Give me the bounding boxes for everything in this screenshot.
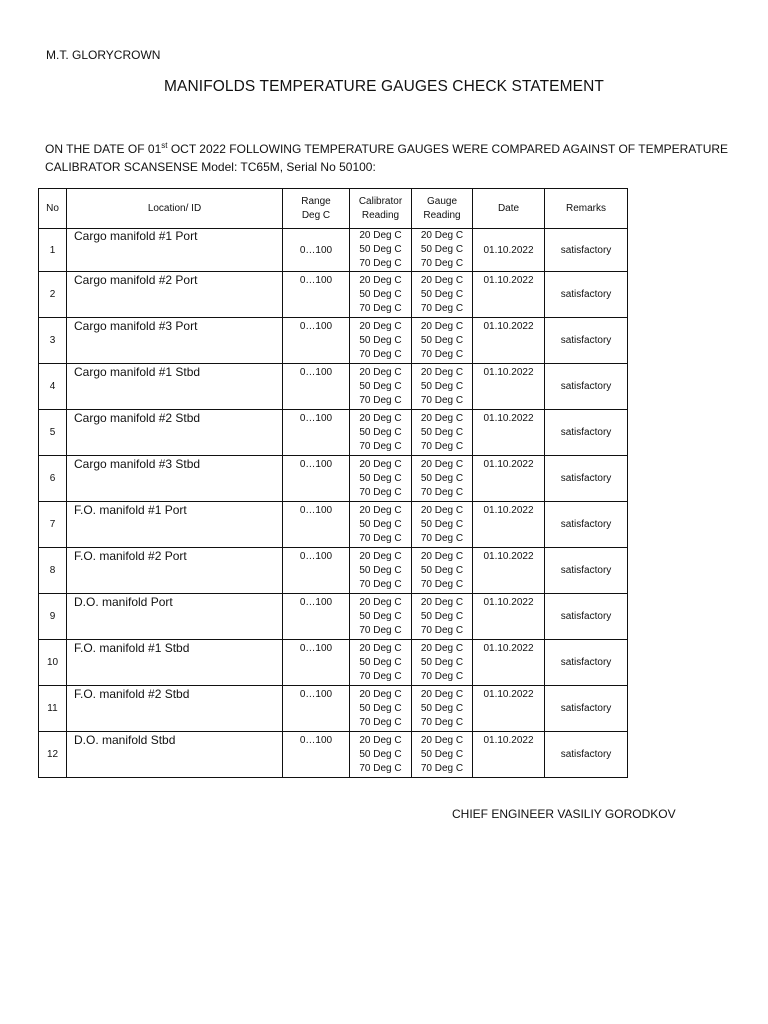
gauges-table bbox=[38, 188, 628, 778]
row-calibrator-reading-value: 50 Deg C bbox=[359, 564, 402, 576]
row-gauge-reading bbox=[412, 502, 473, 548]
row-location: Cargo manifold #3 Port bbox=[67, 318, 283, 364]
row-gauge-reading bbox=[412, 594, 473, 640]
row-gauge-reading-value: 70 Deg C bbox=[420, 716, 464, 728]
row-remarks: satisfactory bbox=[545, 364, 628, 410]
row-date: 01.10.2022 bbox=[473, 364, 545, 410]
row-gauge-reading bbox=[412, 364, 473, 410]
row-calibrator-reading-value: 50 Deg C bbox=[359, 334, 402, 346]
row-remarks: satisfactory bbox=[545, 272, 628, 318]
header-no: No bbox=[39, 189, 67, 229]
row-date: 01.10.2022 bbox=[473, 732, 545, 778]
table-row bbox=[39, 410, 628, 456]
row-gauge-reading-value: 70 Deg C bbox=[420, 394, 464, 406]
row-gauge-reading-value: 50 Deg C bbox=[420, 610, 464, 622]
row-location: Cargo manifold #2 Port bbox=[67, 272, 283, 318]
row-calibrator-reading-value: 70 Deg C bbox=[359, 486, 402, 498]
row-calibrator-reading-value: 50 Deg C bbox=[359, 244, 402, 255]
row-calibrator-reading-value: 70 Deg C bbox=[359, 258, 402, 269]
row-calibrator-reading-value: 70 Deg C bbox=[359, 532, 402, 544]
table-row bbox=[39, 594, 628, 640]
row-calibrator-reading-value: 20 Deg C bbox=[359, 320, 402, 332]
intro-paragraph bbox=[45, 140, 729, 176]
vessel-name: M.T. GLORYCROWN bbox=[46, 48, 161, 62]
row-range: 0…100 bbox=[283, 502, 350, 548]
row-calibrator-reading-value: 20 Deg C bbox=[359, 688, 402, 700]
row-calibrator-reading bbox=[350, 732, 412, 778]
row-gauge-reading bbox=[412, 229, 473, 272]
row-calibrator-reading-value: 50 Deg C bbox=[359, 748, 402, 760]
row-calibrator-reading bbox=[350, 272, 412, 318]
intro-text-part2: OCT 2022 FOLLOWING TEMPERATURE GAUGES WERE COMPARED AGAINST OF TEMPERATURE bbox=[167, 142, 729, 156]
row-date: 01.10.2022 bbox=[473, 229, 545, 272]
table-row bbox=[39, 640, 628, 686]
row-remarks: satisfactory bbox=[545, 594, 628, 640]
row-calibrator-reading-value: 50 Deg C bbox=[359, 380, 402, 392]
row-calibrator-reading-value: 70 Deg C bbox=[359, 394, 402, 406]
row-date: 01.10.2022 bbox=[473, 548, 545, 594]
row-date: 01.10.2022 bbox=[473, 640, 545, 686]
row-gauge-reading bbox=[412, 640, 473, 686]
row-range: 0…100 bbox=[283, 456, 350, 502]
row-calibrator-reading-value: 70 Deg C bbox=[359, 578, 402, 590]
row-calibrator-reading-value: 50 Deg C bbox=[359, 472, 402, 484]
row-range: 0…100 bbox=[283, 594, 350, 640]
row-gauge-reading-value: 70 Deg C bbox=[420, 348, 464, 360]
row-number: 6 bbox=[39, 456, 67, 502]
header-date: Date bbox=[473, 189, 545, 229]
row-range: 0…100 bbox=[283, 272, 350, 318]
row-gauge-reading-value: 70 Deg C bbox=[420, 532, 464, 544]
row-gauge-reading-value: 70 Deg C bbox=[420, 624, 464, 636]
table-header-row bbox=[39, 189, 628, 229]
row-number: 8 bbox=[39, 548, 67, 594]
row-number: 4 bbox=[39, 364, 67, 410]
row-calibrator-reading-value: 20 Deg C bbox=[359, 550, 402, 562]
header-calibrator-line: Calibrator bbox=[358, 195, 403, 207]
row-gauge-reading-value: 50 Deg C bbox=[420, 426, 464, 438]
row-gauge-reading-value: 50 Deg C bbox=[420, 472, 464, 484]
row-calibrator-reading-value: 20 Deg C bbox=[359, 274, 402, 286]
table-row bbox=[39, 502, 628, 548]
row-range: 0…100 bbox=[283, 364, 350, 410]
row-calibrator-reading bbox=[350, 640, 412, 686]
row-date: 01.10.2022 bbox=[473, 594, 545, 640]
row-number: 2 bbox=[39, 272, 67, 318]
table-row bbox=[39, 364, 628, 410]
intro-superscript: st bbox=[161, 141, 168, 150]
header-range bbox=[283, 189, 350, 229]
row-number: 10 bbox=[39, 640, 67, 686]
row-number: 12 bbox=[39, 732, 67, 778]
row-location: Cargo manifold #3 Stbd bbox=[67, 456, 283, 502]
row-date: 01.10.2022 bbox=[473, 502, 545, 548]
row-gauge-reading-value: 50 Deg C bbox=[420, 564, 464, 576]
signature-line: CHIEF ENGINEER VASILIY GORODKOV bbox=[452, 807, 676, 821]
row-gauge-reading-value: 70 Deg C bbox=[420, 258, 464, 269]
row-calibrator-reading bbox=[350, 456, 412, 502]
row-calibrator-reading bbox=[350, 686, 412, 732]
row-gauge-reading-value: 20 Deg C bbox=[420, 688, 464, 700]
header-gauge bbox=[412, 189, 473, 229]
row-gauge-reading bbox=[412, 732, 473, 778]
row-gauge-reading-value: 70 Deg C bbox=[420, 302, 464, 314]
row-calibrator-reading-value: 70 Deg C bbox=[359, 762, 402, 774]
row-range: 0…100 bbox=[283, 318, 350, 364]
row-location: D.O. manifold Port bbox=[67, 594, 283, 640]
header-remarks: Remarks bbox=[545, 189, 628, 229]
row-calibrator-reading bbox=[350, 548, 412, 594]
row-remarks: satisfactory bbox=[545, 548, 628, 594]
intro-text-part1: ON THE DATE OF 01 bbox=[45, 142, 162, 156]
row-location: F.O. manifold #2 Stbd bbox=[67, 686, 283, 732]
row-calibrator-reading bbox=[350, 229, 412, 272]
row-gauge-reading-value: 20 Deg C bbox=[420, 320, 464, 332]
row-calibrator-reading-value: 70 Deg C bbox=[359, 716, 402, 728]
header-location: Location/ ID bbox=[67, 189, 283, 229]
row-calibrator-reading-value: 20 Deg C bbox=[359, 596, 402, 608]
row-location: F.O. manifold #2 Port bbox=[67, 548, 283, 594]
row-gauge-reading-value: 20 Deg C bbox=[420, 642, 464, 654]
row-gauge-reading-value: 50 Deg C bbox=[420, 518, 464, 530]
row-location: Cargo manifold #1 Stbd bbox=[67, 364, 283, 410]
row-range: 0…100 bbox=[283, 229, 350, 272]
row-calibrator-reading-value: 70 Deg C bbox=[359, 302, 402, 314]
row-location: F.O. manifold #1 Port bbox=[67, 502, 283, 548]
row-remarks: satisfactory bbox=[545, 732, 628, 778]
row-calibrator-reading-value: 50 Deg C bbox=[359, 426, 402, 438]
table-row bbox=[39, 548, 628, 594]
header-range-line: Range bbox=[301, 195, 331, 207]
row-date: 01.10.2022 bbox=[473, 456, 545, 502]
row-calibrator-reading-value: 70 Deg C bbox=[359, 624, 402, 636]
row-gauge-reading-value: 50 Deg C bbox=[420, 288, 464, 300]
row-number: 1 bbox=[39, 229, 67, 272]
row-remarks: satisfactory bbox=[545, 410, 628, 456]
row-gauge-reading-value: 70 Deg C bbox=[420, 486, 464, 498]
header-gauge-line: Reading bbox=[423, 209, 461, 221]
row-gauge-reading-value: 50 Deg C bbox=[420, 380, 464, 392]
row-gauge-reading-value: 70 Deg C bbox=[420, 670, 464, 682]
row-calibrator-reading-value: 20 Deg C bbox=[359, 458, 402, 470]
row-calibrator-reading-value: 20 Deg C bbox=[359, 366, 402, 378]
table-row bbox=[39, 229, 628, 272]
row-calibrator-reading-value: 50 Deg C bbox=[359, 288, 402, 300]
row-calibrator-reading-value: 20 Deg C bbox=[359, 412, 402, 424]
table-row bbox=[39, 732, 628, 778]
row-gauge-reading-value: 20 Deg C bbox=[420, 230, 464, 241]
row-gauge-reading-value: 70 Deg C bbox=[420, 762, 464, 774]
row-date: 01.10.2022 bbox=[473, 318, 545, 364]
row-calibrator-reading-value: 50 Deg C bbox=[359, 702, 402, 714]
row-calibrator-reading bbox=[350, 594, 412, 640]
row-number: 7 bbox=[39, 502, 67, 548]
row-range: 0…100 bbox=[283, 732, 350, 778]
row-date: 01.10.2022 bbox=[473, 272, 545, 318]
intro-line-2: CALIBRATOR SCANSENSE Model: TC65M, Serial No 50100: bbox=[45, 160, 376, 174]
row-number: 5 bbox=[39, 410, 67, 456]
row-gauge-reading-value: 20 Deg C bbox=[420, 366, 464, 378]
row-remarks: satisfactory bbox=[545, 686, 628, 732]
row-gauge-reading bbox=[412, 548, 473, 594]
row-range: 0…100 bbox=[283, 686, 350, 732]
row-gauge-reading bbox=[412, 686, 473, 732]
row-calibrator-reading-value: 20 Deg C bbox=[359, 642, 402, 654]
header-gauge-line: Gauge bbox=[426, 195, 458, 207]
row-number: 11 bbox=[39, 686, 67, 732]
row-remarks: satisfactory bbox=[545, 502, 628, 548]
row-gauge-reading-value: 20 Deg C bbox=[420, 596, 464, 608]
row-calibrator-reading-value: 70 Deg C bbox=[359, 348, 402, 360]
row-gauge-reading bbox=[412, 318, 473, 364]
table-row bbox=[39, 456, 628, 502]
row-gauge-reading-value: 50 Deg C bbox=[420, 656, 464, 668]
row-gauge-reading bbox=[412, 410, 473, 456]
row-calibrator-reading bbox=[350, 318, 412, 364]
row-location: Cargo manifold #1 Port bbox=[67, 229, 283, 272]
row-range: 0…100 bbox=[283, 548, 350, 594]
row-remarks: satisfactory bbox=[545, 640, 628, 686]
row-number: 9 bbox=[39, 594, 67, 640]
table-row bbox=[39, 686, 628, 732]
row-gauge-reading-value: 50 Deg C bbox=[420, 748, 464, 760]
row-gauge-reading-value: 20 Deg C bbox=[420, 504, 464, 516]
row-gauge-reading-value: 20 Deg C bbox=[420, 412, 464, 424]
row-date: 01.10.2022 bbox=[473, 410, 545, 456]
row-gauge-reading-value: 20 Deg C bbox=[420, 274, 464, 286]
row-range: 0…100 bbox=[283, 640, 350, 686]
row-calibrator-reading bbox=[350, 410, 412, 456]
row-calibrator-reading bbox=[350, 364, 412, 410]
row-location: D.O. manifold Stbd bbox=[67, 732, 283, 778]
row-calibrator-reading-value: 50 Deg C bbox=[359, 656, 402, 668]
row-remarks: satisfactory bbox=[545, 229, 628, 272]
row-calibrator-reading-value: 20 Deg C bbox=[359, 734, 402, 746]
row-gauge-reading bbox=[412, 272, 473, 318]
row-calibrator-reading-value: 50 Deg C bbox=[359, 518, 402, 530]
row-gauge-reading-value: 50 Deg C bbox=[420, 702, 464, 714]
document-title: MANIFOLDS TEMPERATURE GAUGES CHECK STATEMENT bbox=[164, 78, 604, 95]
table-row bbox=[39, 318, 628, 364]
row-remarks: satisfactory bbox=[545, 456, 628, 502]
row-calibrator-reading bbox=[350, 502, 412, 548]
row-gauge-reading-value: 70 Deg C bbox=[420, 578, 464, 590]
header-range-line: Deg C bbox=[301, 209, 331, 221]
row-gauge-reading-value: 70 Deg C bbox=[420, 440, 464, 452]
row-gauge-reading-value: 50 Deg C bbox=[420, 334, 464, 346]
row-number: 3 bbox=[39, 318, 67, 364]
row-gauge-reading-value: 20 Deg C bbox=[420, 550, 464, 562]
table-row bbox=[39, 272, 628, 318]
row-gauge-reading-value: 20 Deg C bbox=[420, 734, 464, 746]
row-gauge-reading-value: 20 Deg C bbox=[420, 458, 464, 470]
header-calibrator bbox=[350, 189, 412, 229]
row-calibrator-reading-value: 20 Deg C bbox=[359, 504, 402, 516]
intro-line-1 bbox=[45, 140, 729, 158]
row-calibrator-reading-value: 20 Deg C bbox=[359, 230, 402, 241]
row-gauge-reading-value: 50 Deg C bbox=[420, 244, 464, 255]
row-remarks: satisfactory bbox=[545, 318, 628, 364]
row-date: 01.10.2022 bbox=[473, 686, 545, 732]
row-range: 0…100 bbox=[283, 410, 350, 456]
row-location: Cargo manifold #2 Stbd bbox=[67, 410, 283, 456]
row-calibrator-reading-value: 70 Deg C bbox=[359, 440, 402, 452]
row-location: F.O. manifold #1 Stbd bbox=[67, 640, 283, 686]
row-calibrator-reading-value: 50 Deg C bbox=[359, 610, 402, 622]
row-gauge-reading bbox=[412, 456, 473, 502]
header-calibrator-line: Reading bbox=[361, 209, 400, 221]
row-calibrator-reading-value: 70 Deg C bbox=[359, 670, 402, 682]
